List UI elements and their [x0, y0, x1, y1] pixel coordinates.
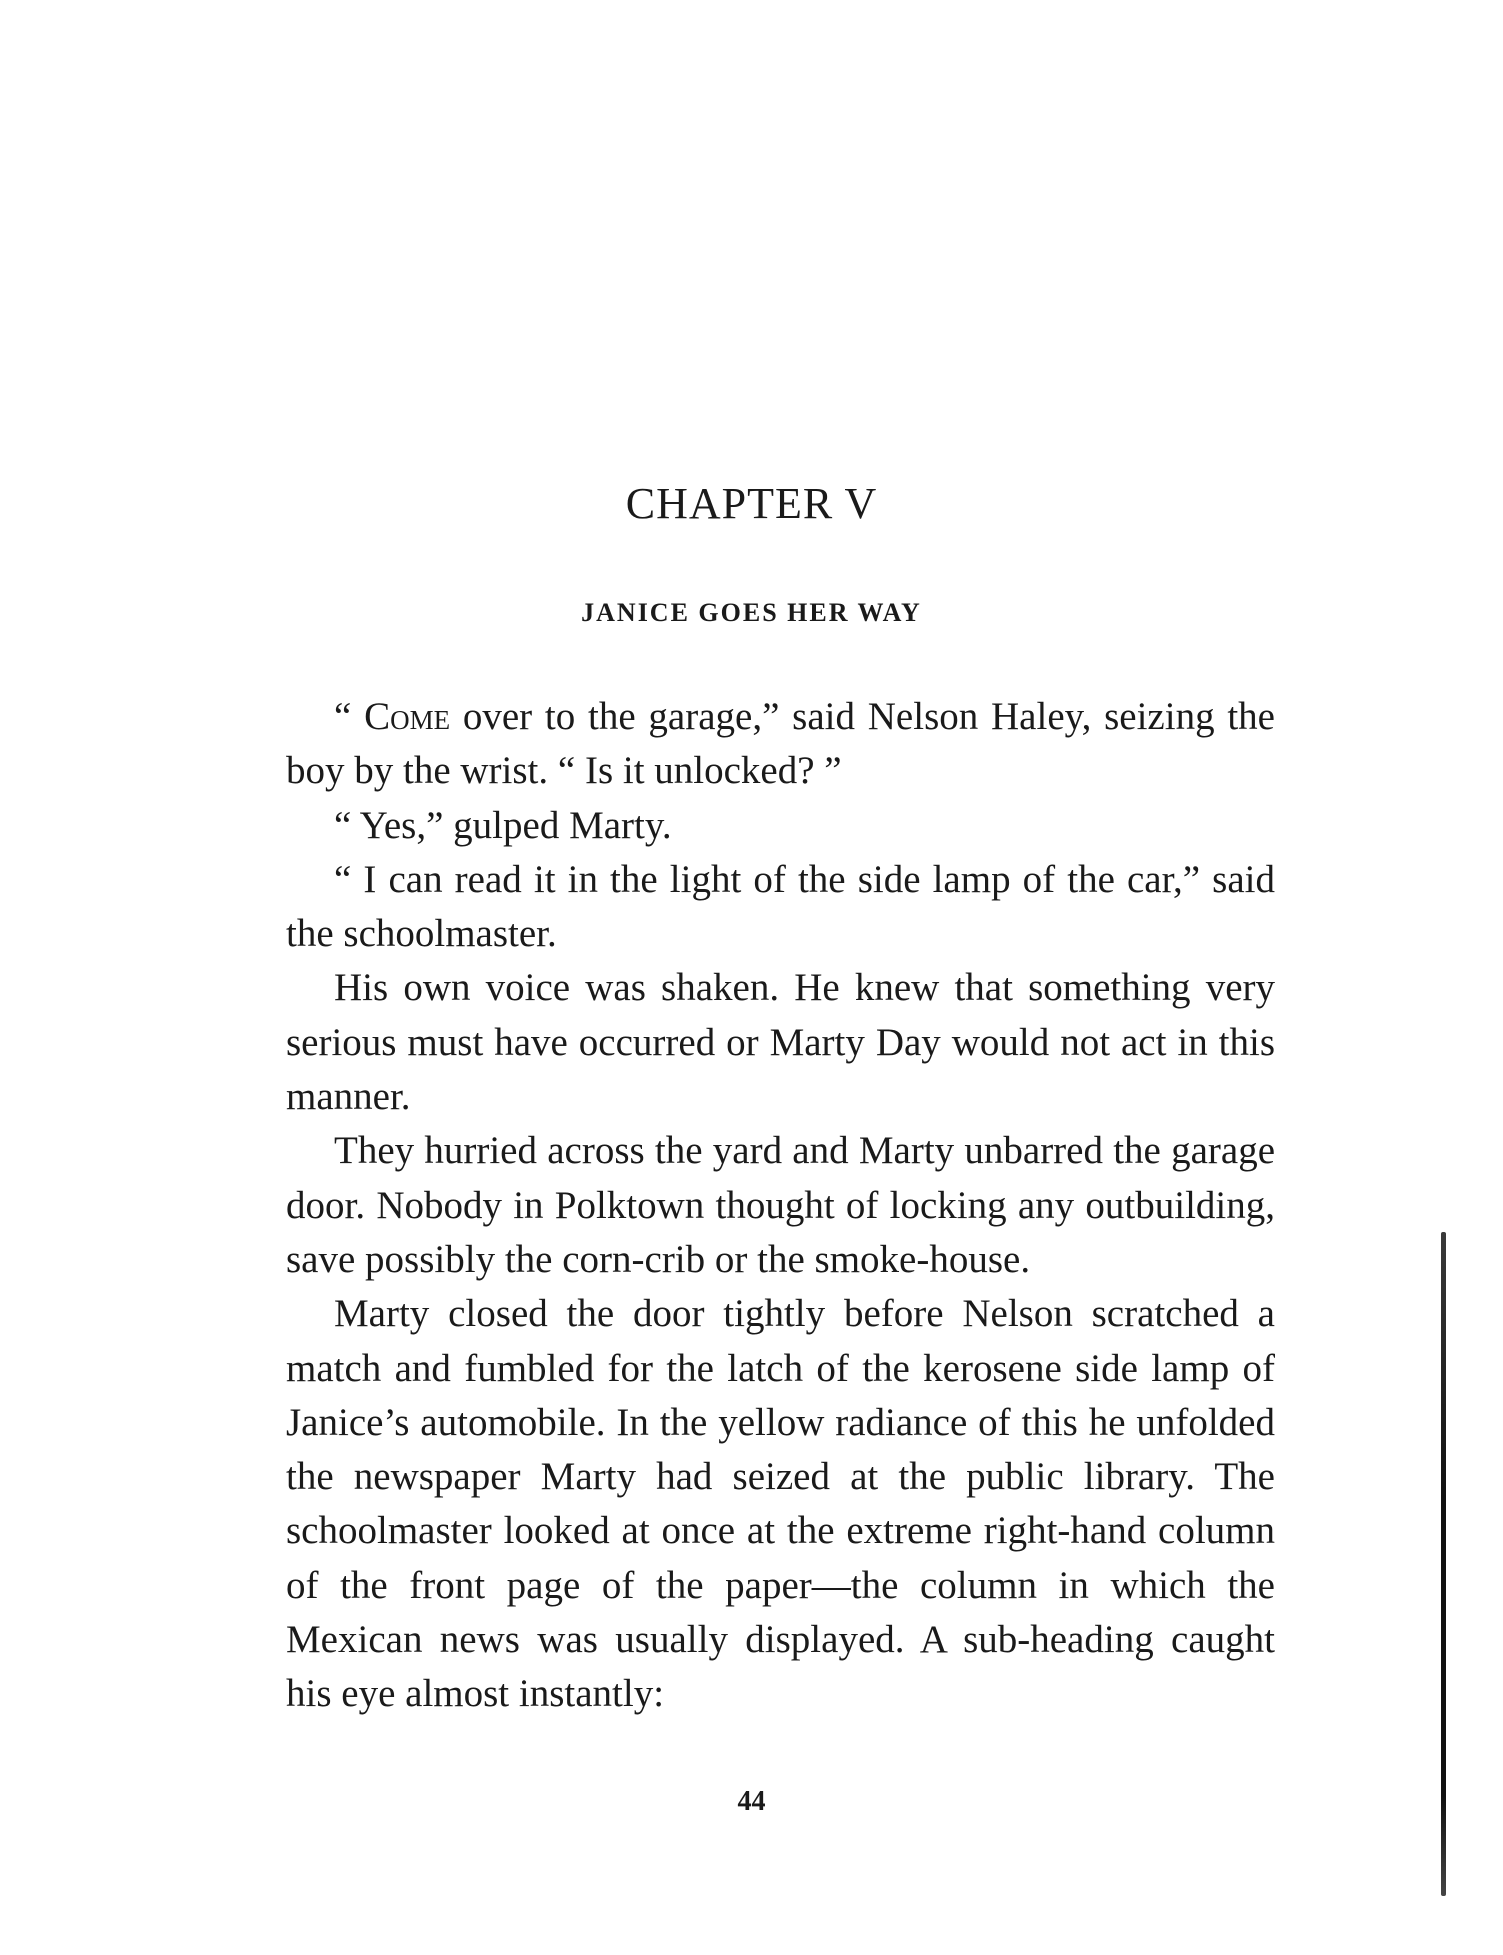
open-quote: “	[334, 695, 365, 738]
paragraph: His own voice was shaken. He knew that something very serious must have occurred or Marty Day would not act in this manner.	[286, 966, 1275, 1119]
paragraph: “ I can read it in the light of the side lamp of the car,” said the schoolmaster.	[286, 857, 1275, 956]
body-text	[286, 690, 1275, 1722]
chapter-title: CHAPTER V	[625, 479, 878, 528]
lead-word: Come	[364, 695, 451, 738]
page-number: 44	[737, 1786, 766, 1817]
binding-edge-shadow	[1441, 1232, 1446, 1896]
paragraph-text: over to the garage,” said Nelson Haley, seizing the boy by the wrist. “ Is it unlocked? ”	[286, 695, 1275, 793]
paragraph: Marty closed the door tightly before Nelson scratched a match and fumbled for the latch of the kerosene side lamp of Janice’s automobile. In the yellow radiance of this he unfolded the newspaper Marty had seized at the public library. The schoolmaster looked at once at the extreme right-hand column of the front page of the paper—the column in which the Mexican news was usually displayed. A sub-heading caught his eye almost instantly:	[286, 1292, 1275, 1716]
paragraph: They hurried across the yard and Marty unbarred the garage door. Nobody in Polktown thought of locking any outbuilding, save possibly the corn-crib or the smoke-house.	[286, 1129, 1275, 1281]
paragraph: “ Yes,” gulped Marty.	[334, 803, 672, 847]
paragraph	[286, 690, 1275, 799]
chapter-subtitle: JANICE GOES HER WAY	[581, 598, 922, 627]
